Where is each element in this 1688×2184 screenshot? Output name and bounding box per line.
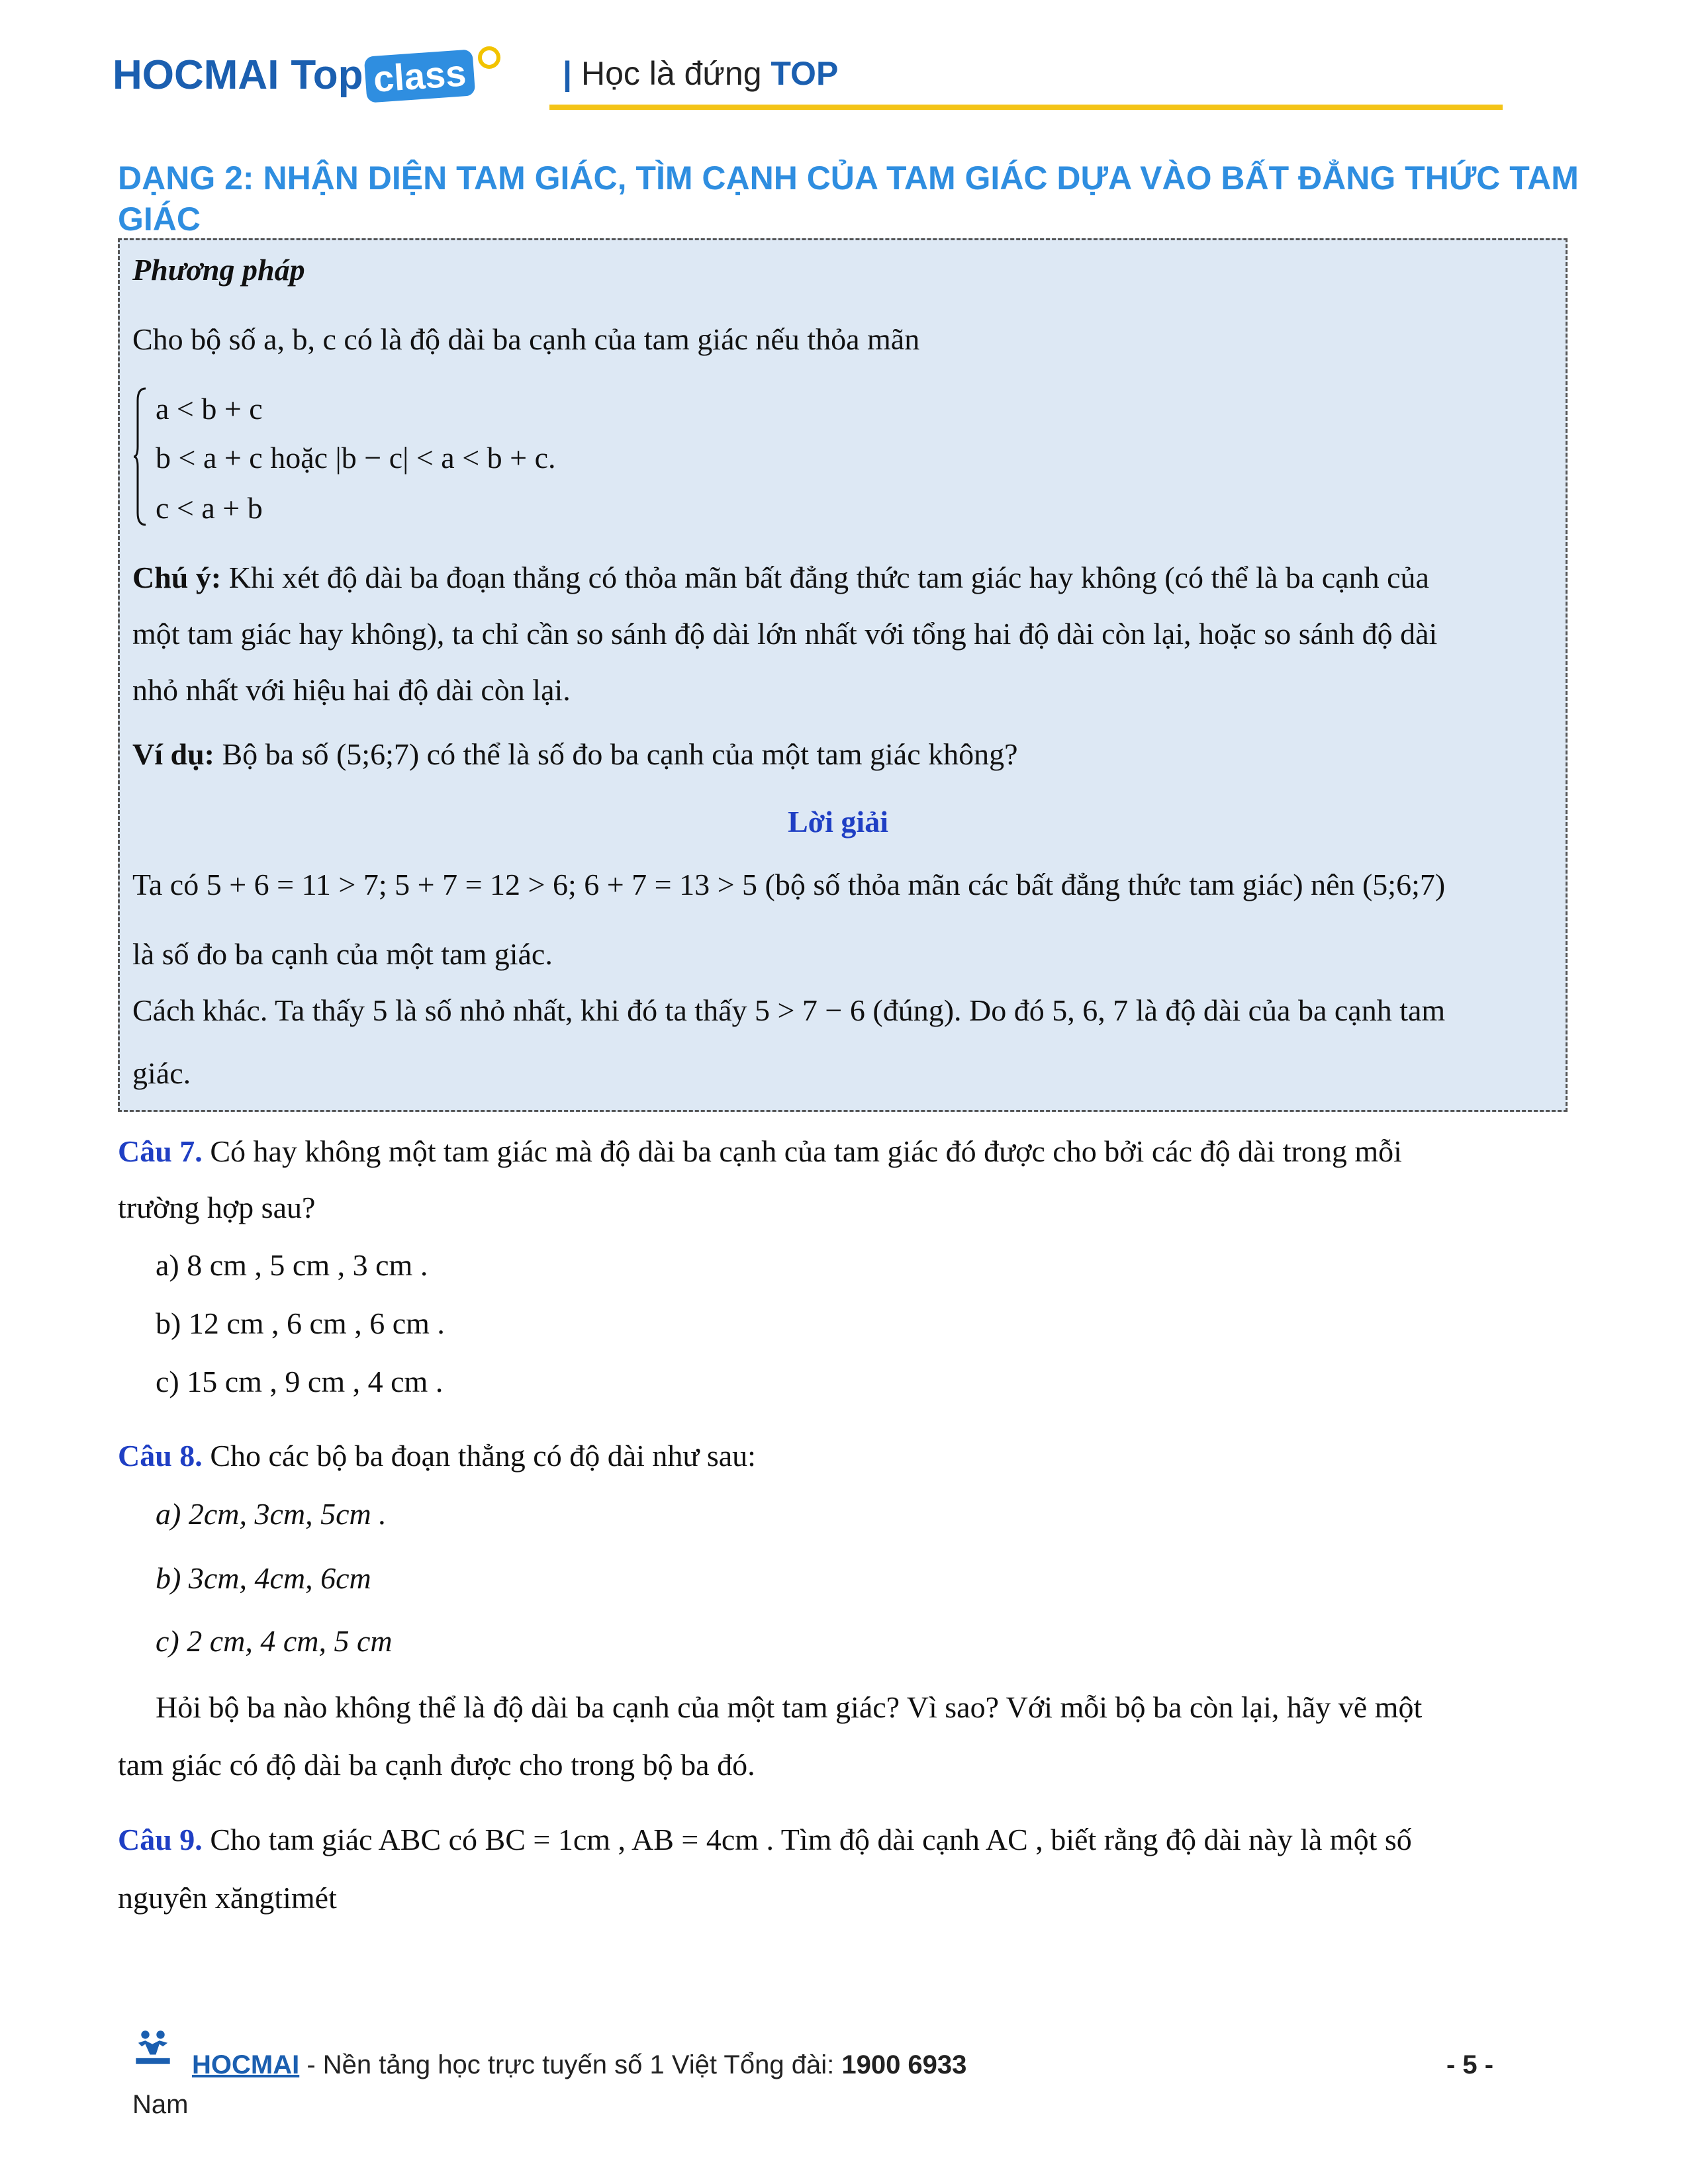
- system-line-1: a < b + c: [156, 392, 263, 426]
- header-logo: [113, 52, 475, 99]
- q8-option-b: b) 3cm, 4cm, 6cm: [156, 1561, 371, 1595]
- method-intro: Cho bộ số a, b, c có là độ dài ba cạnh của tam giác nếu thỏa mãn: [132, 322, 920, 356]
- solution-heading: Lời giải: [788, 805, 888, 839]
- q7-option-a: a) 8 cm , 5 cm , 3 cm .: [156, 1248, 428, 1282]
- q9-line-1: [118, 1820, 1412, 1860]
- note-line-1: [132, 558, 1429, 598]
- section-title-line2: GIÁC: [118, 201, 201, 238]
- divider-bar: |: [563, 55, 572, 92]
- footer-continuation: Nam: [132, 2090, 189, 2119]
- page-number: - 5 -: [1446, 2050, 1494, 2079]
- header-rule: [549, 105, 1503, 110]
- section-title: [118, 158, 1587, 240]
- solution-line-4: giác.: [132, 1056, 191, 1090]
- q8-label: Câu 8.: [118, 1439, 203, 1473]
- hocmai-mini-logo-icon: [132, 2026, 173, 2068]
- q7-line-2: trường hợp sau?: [118, 1191, 316, 1224]
- q9-line-2: nguyên xăngtimét: [118, 1881, 337, 1915]
- slogan-text: Học là đứng: [581, 55, 762, 92]
- q7-option-b: b) 12 cm , 6 cm , 6 cm .: [156, 1306, 445, 1340]
- q7-label: Câu 7.: [118, 1134, 203, 1168]
- footer-text: - Nền tảng học trực tuyến số 1 Việt Tổng đài:: [299, 2050, 842, 2079]
- footer-brand-link[interactable]: HOCMAI: [192, 2050, 300, 2079]
- solution-line-3: Cách khác. Ta thấy 5 là số nhỏ nhất, khi đó ta thấy 5 > 7 − 6 (đúng). Do đó 5, 6, 7 là độ dài của ba cạnh tam: [132, 993, 1446, 1027]
- slogan-emph: TOP: [771, 55, 839, 92]
- example-line: [132, 735, 1018, 774]
- note-text-1: Khi xét độ dài ba đoạn thẳng có thỏa mãn bất đẳng thức tam giác hay không (có thể là ba cạnh của: [228, 561, 1429, 594]
- solution-line-1: Ta có 5 + 6 = 11 > 7; 5 + 7 = 12 > 6; 6 + 7 = 13 > 5 (bộ số thỏa mãn các bất đẳng thức tam giác) nên (5;6;7): [132, 868, 1446, 901]
- q9-label: Câu 9.: [118, 1823, 203, 1856]
- q8-question-line-2: tam giác có độ dài ba cạnh được cho trong bộ ba đó.: [118, 1748, 755, 1782]
- example-label: Ví dụ:: [132, 737, 214, 771]
- q8-question-line-1: Hỏi bộ ba nào không thể là độ dài ba cạnh của một tam giác? Vì sao? Với mỗi bộ ba còn lại, hãy vẽ một: [156, 1690, 1423, 1724]
- brace-icon: [132, 387, 147, 526]
- slogan: [563, 54, 838, 93]
- q7-option-c: c) 15 cm , 9 cm , 4 cm .: [156, 1365, 444, 1398]
- q8-option-a: a) 2cm, 3cm, 5cm .: [156, 1497, 387, 1531]
- footer-line: [192, 2050, 966, 2080]
- sun-icon: [478, 46, 500, 69]
- logo-class: class: [364, 49, 476, 103]
- q8-text-1: Cho các bộ ba đoạn thẳng có độ dài như sau:: [210, 1439, 756, 1473]
- note-line-2: một tam giác hay không), ta chỉ cần so sánh độ dài lớn nhất với tổng hai độ dài còn lại, hoặc so sánh độ dài: [132, 617, 1438, 651]
- solution-line-2: là số đo ba cạnh của một tam giác.: [132, 937, 553, 971]
- example-text: Bộ ba số (5;6;7) có thể là số đo ba cạnh của một tam giác không?: [222, 737, 1018, 771]
- q8-line-1: [118, 1436, 756, 1476]
- system-line-2: b < a + c hoặc |b − c| < a < b + c.: [156, 441, 556, 475]
- method-heading: Phương pháp: [132, 253, 305, 287]
- note-line-3: nhỏ nhất với hiệu hai độ dài còn lại.: [132, 673, 571, 707]
- system-line-3: c < a + b: [156, 491, 263, 525]
- logo-brand: HOCMAI: [113, 52, 279, 98]
- q8-option-c: c) 2 cm, 4 cm, 5 cm: [156, 1624, 393, 1658]
- logo-top: Top: [291, 52, 363, 98]
- q7-text-1: Có hay không một tam giác mà độ dài ba cạnh của tam giác đó được cho bởi các độ dài trong mỗi: [210, 1134, 1402, 1168]
- q9-text-1: Cho tam giác ABC có BC = 1cm , AB = 4cm . Tìm độ dài cạnh AC , biết rằng độ dài này là một số: [210, 1823, 1412, 1856]
- note-label: Chú ý:: [132, 561, 222, 594]
- footer-hotline: 1900 6933: [841, 2050, 967, 2079]
- q7-line-1: [118, 1132, 1402, 1171]
- section-title-line1: DẠNG 2: NHẬN DIỆN TAM GIÁC, TÌM CẠNH CỦA TAM GIÁC DỰA VÀO BẤT ĐẲNG THỨC TAM: [118, 159, 1579, 197]
